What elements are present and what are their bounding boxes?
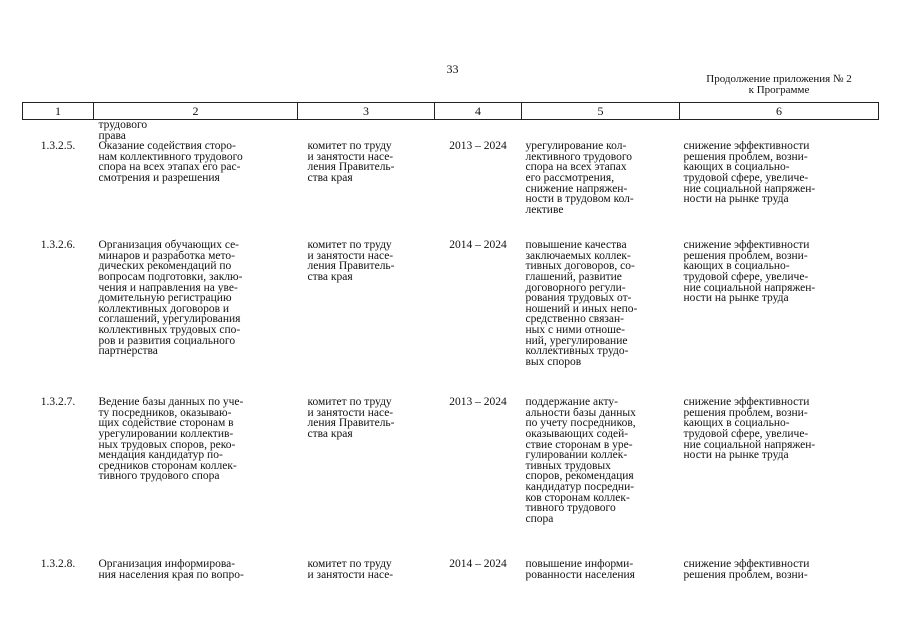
consequence-cell: снижение эффективности решения проблем, возни- кающих в социально- трудовой сфере, увеличе- ние социальной напряжен- ности на рынке труда [683, 396, 816, 462]
period-cell: 2013 – 2024 [449, 140, 507, 153]
description-cell: Организация обучающих се- минаров и разработка мето- дических рекомендаций по вопросам подготовки, заклю- чения и направления на уве- домительную регистрацию коллективных договоров и соглашений, урегулирования коллективных трудовых спо- ров и развития социального партнерства [98, 239, 243, 358]
period-cell: 2013 – 2024 [449, 396, 507, 409]
consequence-cell: снижение эффективности решения проблем, возни- кающих в социально- трудовой сфере, увеличе- ние социальной напряжен- ности на рынке труда [683, 239, 816, 305]
appendix-note [689, 74, 869, 96]
period-cell [435, 120, 522, 142]
description-cell: Оказание содействия сторо- нам коллективного трудового спора на всех этапах его рас- смотрения и разрешения [98, 140, 243, 184]
consequence-cell: снижение эффективности решения проблем, возни- кающих в социально- трудовой сфере, увеличе- ние социальной напряжен- ности на рынке труда [683, 140, 816, 206]
column-header-6: 6 [680, 103, 879, 120]
result-cell [522, 120, 680, 142]
row-number-cell: 1.3.2.5. [40, 140, 76, 153]
row-number-cell: 1.3.2.8. [40, 558, 76, 571]
column-header-2: 2 [94, 103, 298, 120]
consequence-cell: снижение эффективности решения проблем, возни- [683, 558, 810, 581]
appendix-note-line2: к Программе [748, 84, 810, 96]
result-cell: повышение информи- рованности населения [525, 558, 635, 581]
page-number: 33 [446, 62, 459, 76]
executor-cell: комитет по труду и занятости насе- ления Правитель- ства края [307, 239, 395, 283]
executor-cell [298, 120, 435, 142]
program-table [22, 102, 879, 599]
table-row [23, 397, 879, 559]
description-cell: Ведение базы данных по уче- ту посредников, оказываю- щих содействие сторонам в урегулировании коллектив- ных трудовых споров, реко- мендация кандидатур по- средников сторонам коллек- тивного трудового спора [98, 396, 244, 483]
executor-cell: комитет по труду и занятости насе- ления Правитель- ства края [307, 396, 395, 440]
table-header-row [23, 103, 879, 120]
period-cell: 2014 – 2024 [449, 558, 507, 571]
result-cell: повышение качества заключаемых коллек- тивных договоров, со- глашений, развитие договорного регули- рования трудовых от- ношений и иных непо- средственно связан- ных с ними отноше- ний, урегулирование коллективных трудо- вых споров [525, 239, 638, 368]
table-row [23, 240, 879, 397]
continuation-row [23, 120, 879, 142]
row-number-cell [23, 120, 94, 142]
description-cell: Организация информирова- ния населения края по вопро- [98, 558, 244, 581]
column-header-5: 5 [522, 103, 680, 120]
result-cell: урегулирование кол- лективного трудового спора на всех этапах его рассмотрения, снижение напряжен- ности в трудовом кол- лективе [525, 140, 634, 216]
column-header-4: 4 [435, 103, 522, 120]
row-number-cell: 1.3.2.6. [40, 239, 76, 252]
row-number-cell: 1.3.2.7. [40, 396, 76, 409]
column-header-3: 3 [298, 103, 435, 120]
period-cell: 2014 – 2024 [449, 239, 507, 252]
column-header-1: 1 [23, 103, 94, 120]
consequence-cell [680, 120, 879, 142]
description-cell: трудового права [98, 119, 148, 142]
appendix-note-line1: Продолжение приложения № 2 [706, 73, 852, 85]
result-cell: поддержание акту- альности базы данных по учету посредников, оказывающих содей- ствие сторонам в уре- гулировании коллек- тивных трудовых споров, рекомендация кандидатур посредни- ков сторонам коллек- тивного трудового спора [525, 396, 636, 525]
executor-cell: комитет по труду и занятости насе- ления Правитель- ства края [307, 140, 395, 184]
table-row [23, 559, 879, 599]
table-row [23, 141, 879, 240]
executor-cell: комитет по труду и занятости насе- [307, 558, 394, 581]
